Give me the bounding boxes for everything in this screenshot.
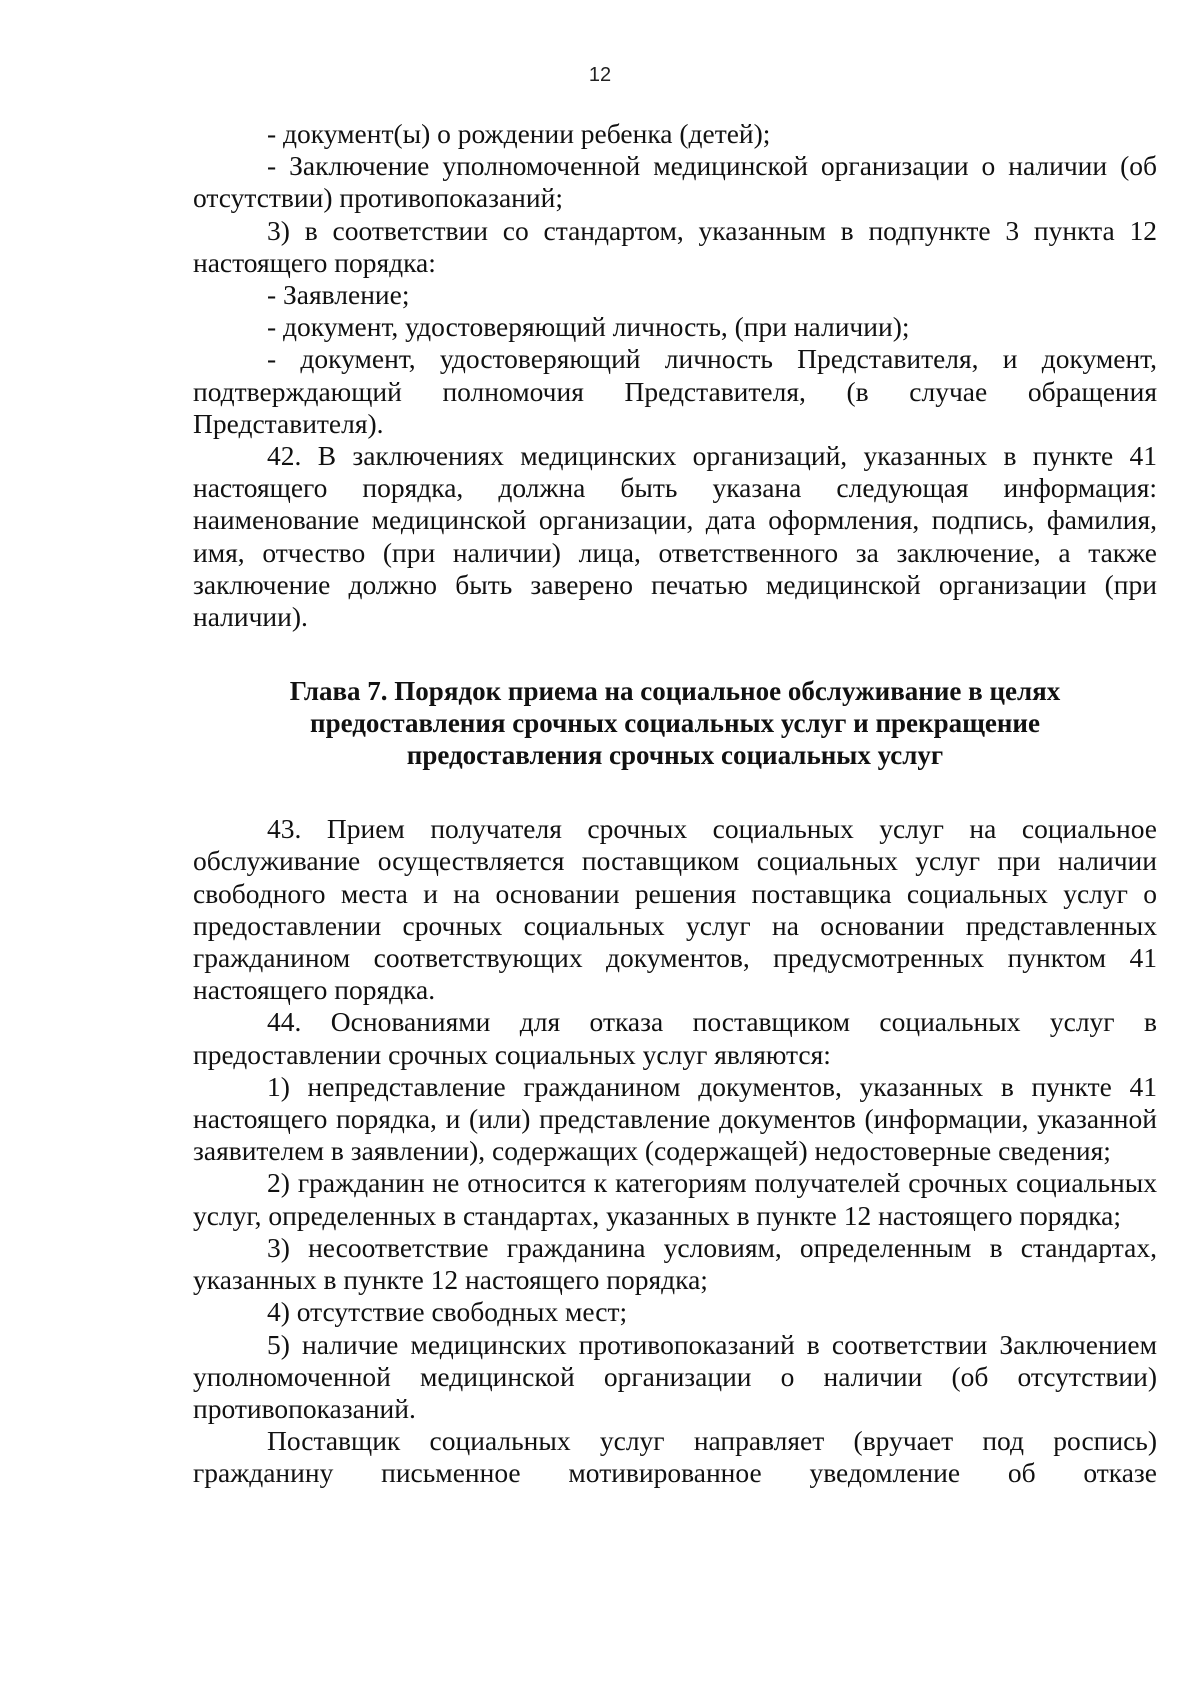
subpoint-3-standard: 3) в соответствии со стандартом, указанным в подпункте 3 пункта 12 настоящего порядка: xyxy=(193,214,1157,278)
list-item-medical-conclusion: - Заключение уполномоченной медицинской организации о наличии (об отсутствии) противопоказаний; xyxy=(193,150,1157,214)
paragraph-43: 43. Прием получателя срочных социальных услуг на социальное обслуживание осуществляется поставщиком социальных услуг при наличии свободного места и на основании решения поставщика социальных услуг о предоставлении срочных социальных услуг на основании представленных гражданином соответствующих документов, предусмотренных пунктом 41 настоящего порядка. xyxy=(193,813,1157,1006)
refusal-reason-5: 5) наличие медицинских противопоказаний в соответствии Заключением уполномоченной медицинской организации о наличии (об отсутствии) противопоказаний. xyxy=(193,1328,1157,1424)
refusal-reason-2: 2) гражданин не относится к категориям получателей срочных социальных услуг, определенных в стандартах, указанных в пункте 12 настоящего порядка; xyxy=(193,1167,1157,1231)
list-item-application: - Заявление; xyxy=(267,279,410,311)
document-body xyxy=(193,118,1157,1490)
chapter-7-heading: Глава 7. Порядок приема на социальное обслуживание в целях предоставления срочных социальных услуг и прекращение предоставления срочных социальных услуг xyxy=(289,676,1061,771)
refusal-reason-1: 1) непредставление гражданином документов, указанных в пункте 41 настоящего порядка, и (или) представление документов (информации, указанной заявителем в заявлении), содержащих (содержащей) недостоверные сведения; xyxy=(193,1070,1157,1167)
refusal-notice-paragraph: Поставщик социальных услуг направляет (вручает под роспись) гражданину письменное мотивированное уведомление об отказе xyxy=(193,1425,1157,1489)
refusal-reason-4: 4) отсутствие свободных мест; xyxy=(267,1296,628,1328)
paragraph-42: 42. В заключениях медицинских организаций, указанных в пункте 41 настоящего порядка, должна быть указана следующая информация: наименование медицинской организации, дата оформления, подпись, фамилия, имя, отчество (при наличии) лица, ответственного за заключение, а также заключение должно быть заверено печатью медицинской организации (при наличии). xyxy=(193,440,1157,633)
list-item-birth-document: - документ(ы) о рождении ребенка (детей); xyxy=(267,118,771,149)
list-item-representative-documents: - документ, удостоверяющий личность Представителя, и документ, подтверждающий полномочия Представителя, (в случае обращения Представителя). xyxy=(193,343,1157,439)
page-number: 12 xyxy=(588,64,612,86)
refusal-reason-3: 3) несоответствие гражданина условиям, определенным в стандартах, указанных в пункте 12 настоящего порядка; xyxy=(193,1231,1157,1296)
paragraph-44: 44. Основаниями для отказа поставщиком социальных услуг в предоставлении срочных социальных услуг являются: xyxy=(193,1006,1157,1070)
list-item-identity-document: - документ, удостоверяющий личность, (при наличии); xyxy=(267,311,910,343)
